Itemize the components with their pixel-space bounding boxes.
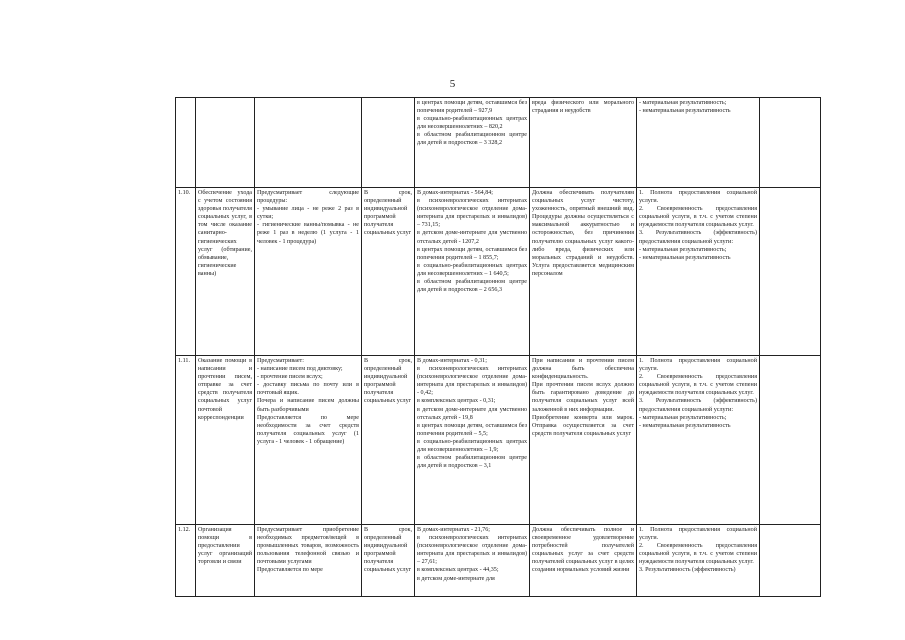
table-row [176, 356, 821, 525]
service-name: Обеспечение ухода с учетом состояния здоровья получателя социальных услуг, в том числе оказание санитарно-гигиенических услуг (обтирание, обмывание, гигиенические ванны) [196, 188, 255, 356]
service-deadline: В срок, определенный индивидуальной программой получателя социальных услуг [362, 525, 415, 597]
extra-column [760, 188, 821, 356]
evaluation-line: - нематериальная результативность [639, 108, 731, 115]
service-tariff: В домах-интернатах - 564,84; в психоневрологических интернатах (психоневрологическое отделение дома-интерната для престарелых и инвалидов) – 731,15; в детском доме-интернате для умственно отсталых детей - 1207,2 в центрах помощи детям, оставшимся без попечения родителей – 1 855,7; в социально-реабилитационных центрах для несовершеннолетних – 1 640,5; в областном реабилитационном центре для детей и подростков – 2 656,3 [415, 188, 530, 356]
service-name: Организация помощи в предоставлении услуг организаций торговли и связи [196, 525, 255, 597]
table-row [176, 98, 821, 188]
row-number: 1.11. [176, 356, 196, 525]
evaluation-conditions: 1. Полнота предоставления социальной услуги. 2. Своевременность предоставления социальной услуги, в т.ч. с учетом степени нуждаемости получателя социальных услуг. 3. Результативность (эффективность) предоставления социальной услуги: - материальная результативность; - нематериальная результативность [637, 356, 760, 525]
evaluation-conditions [637, 98, 760, 188]
service-description: Предусматривает следующие процедуры: - умывание лица - не реже 2 раз в сутки; - гигиенические ванны/помывка - не реже 1 раз в неделю (1 услуга - 1 человек - 1 процедура) [255, 188, 362, 356]
tariff-line: в областном реабилитационном центре для детей и подростков – 3 328,2 [417, 132, 527, 147]
service-deadline [362, 98, 415, 188]
service-deadline: В срок, определенный индивидуальной программой получателя социальных услуг [362, 188, 415, 356]
service-description: Предусматривает приобретение необходимых предметов/вещей в промышленных товаров, возможность пользования телефонной связью и почтовыми услугами Предоставляется по мере [255, 525, 362, 597]
evaluation-line: - материальная результативность; [639, 100, 727, 106]
service-name [196, 98, 255, 188]
tariff-line: в социально-реабилитационных центрах для несовершеннолетних – 820,2 [417, 116, 527, 131]
extra-column [760, 356, 821, 525]
service-tariff: В домах-интернатах - 0,31; в психоневрологических интернатах (психоневрологическое отделение дома-интерната для престарелых и инвалидов) - 0,42; в комплексных центрах - 0,31; в детском доме-интернате для умственно отсталых детей - 19,8 в центрах помощи детям, оставшимся без попечения родителей – 5,5; в социально-реабилитационных центрах для несовершеннолетних – 1,9; в областном реабилитационном центре для детей и подростков – 3,1 [415, 356, 530, 525]
service-deadline: В срок, определенный индивидуальной программой получателя социальных услуг [362, 356, 415, 525]
quality-line: вреда физического или морального страдания и неудобств [532, 100, 634, 115]
service-description: Предусматривает: - написание писем под диктовку; - прочтение писем вслух; - доставку письма по почту или в почтовый ящик. Почера и написание писем должны быть разборчивыми Предоставляется по мере необходимости за счет средств получателя социальных услуг (1 услуга - 1 человек - 1 обращение) [255, 356, 362, 525]
row-number [176, 98, 196, 188]
service-tariff [415, 98, 530, 188]
quality-indicators: При написании и прочтении писем должна быть обеспечена конфиденциальность. При прочтении писем вслух должно быть гарантировано доведение до получателя социальных услуг всей заложенной в них информации. Приобретение конверта или марок. Отправка осуществляется за счет средств получателя социальных услуг [530, 356, 637, 525]
evaluation-conditions: 1. Полнота предоставления социальной услуги. 2. Своевременность предоставления социальной услуги, в т.ч. с учетом степени нуждаемости получателя социальных услуг. 3. Результативность (эффективность) [637, 525, 760, 597]
row-number: 1.10. [176, 188, 196, 356]
quality-indicators [530, 98, 637, 188]
service-tariff: В домах-интернатах - 21,76; в психоневрологических интернатах (психоневрологическое отделение дома-интерната для престарелых и инвалидов) – 27,61; в комплексных центрах - 44,35; в детском доме-интернате для [415, 525, 530, 597]
service-name: Оказание помощи в написании и прочтении писем, отправке за счет средств получателя социальных услуг почтовой корреспонденции [196, 356, 255, 525]
row-number: 1.12. [176, 525, 196, 597]
quality-indicators: Должна обеспечивать полное и своевременное удовлетворение потребностей получателей социальных услуг за счет средств получателей социальных услуг в целях создания нормальных условий жизни [530, 525, 637, 597]
page-number: 5 [449, 78, 456, 90]
service-description [255, 98, 362, 188]
table-row [176, 188, 821, 356]
quality-indicators: Должна обеспечивать получателям социальных услуг чистоту, ухоженность, опрятный внешний вид. Процедуры должны осуществляться с максимальной аккуратностью и осторожностью, без причинения получателю социальных услуг какого-либо вреда, физических или моральных страданий и неудобств. Услуга предоставляется медицинским персоналом [530, 188, 637, 356]
services-table [175, 97, 821, 597]
extra-column [760, 525, 821, 597]
evaluation-conditions: 1. Полнота предоставления социальной услуги. 2. Своевременность предоставления социальной услуги, в т.ч. с учетом степени нуждаемости получателя социальных услуг. 3. Результативность (эффективность) предоставления социальной услуги: - материальная результативность; - нематериальная результативность [637, 188, 760, 356]
table-row [176, 525, 821, 597]
extra-column [760, 98, 821, 188]
tariff-line: в центрах помощи детям, оставшимся без попечения родителей – 927,9 [417, 100, 527, 115]
